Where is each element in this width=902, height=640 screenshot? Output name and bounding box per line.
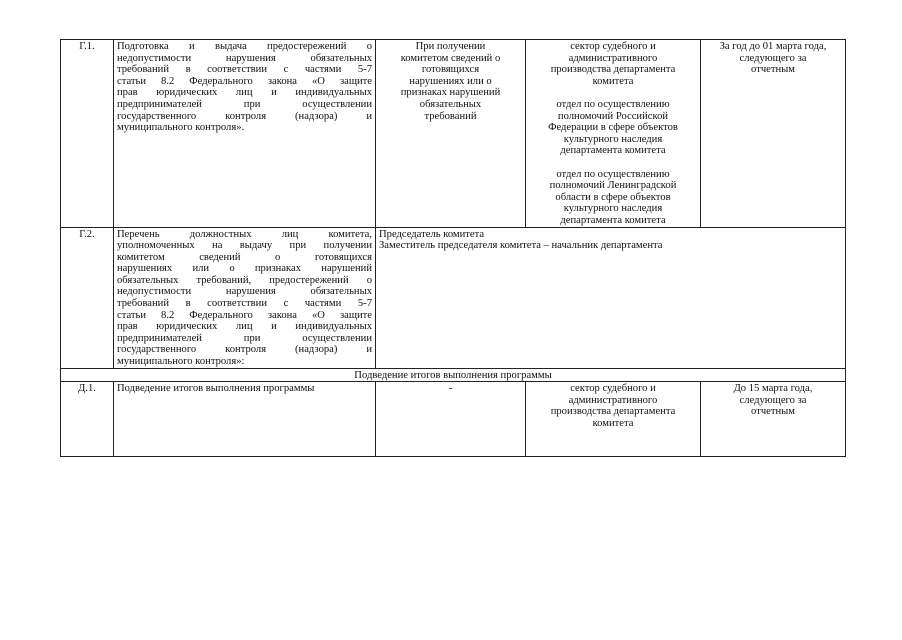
trigger-condition: При получении комитетом сведений о готовящихся нарушениях или о признаках нарушений обязательных требований [376,40,526,228]
measure-description: Подготовка и выдача предостережений о недопустимости нарушения обязательных требований в соответствии с частями 5-7 статьи 8.2 Федерального закона «О защите прав юридических лиц и индивидуальных предпринимателей при осуществлении государственного контроля (надзора) и муниципального контроля». [114,40,376,228]
trigger-condition: - [376,382,526,457]
measure-description: Перечень должностных лиц комитета, уполномоченных на выдачу при получении комитетом сведений о готовящихся нарушениях или о признаках нарушений обязательных требований, предостережений о недопустимости нарушения обязательных требований в соответствии с частями 5-7 статьи 8.2 Федерального закона «О защите прав юридических лиц и индивидуальных предпринимателей при осуществлении государственного контроля (надзора) и муниципального контроля»: [114,227,376,368]
measures-table [60,39,846,457]
responsible-units: сектор судебного и административного производства департамента комитета [526,382,701,457]
official-chairman: Председатель комитета [379,228,485,240]
deadline: За год до 01 марта года, следующего за отчетным [701,40,846,228]
deadline: До 15 марта года, следующего за отчетным [701,382,846,457]
table-row [61,227,846,368]
table-row [61,382,846,457]
measure-description: Подведение итогов выполнения программы [114,382,376,457]
authorized-officials [376,227,846,368]
row-number: Д.1. [61,382,114,457]
row-number: Г.2. [61,227,114,368]
section-heading-row [61,368,846,382]
official-deputy: Заместитель председателя комитета – начальник департамента [379,240,663,252]
responsible-units: сектор судебного и административного производства департамента комитета отдел по осуществлению полномочий Российской Федерации в сфере объектов культурного наследия департамента комитета отдел по осуществлению полномочий Ленинградской области в сфере объектов культурного наследия департамента комитета [526,40,701,228]
row-number: Г.1. [61,40,114,228]
table-row [61,40,846,228]
section-title: Подведение итогов выполнения программы [61,368,846,382]
